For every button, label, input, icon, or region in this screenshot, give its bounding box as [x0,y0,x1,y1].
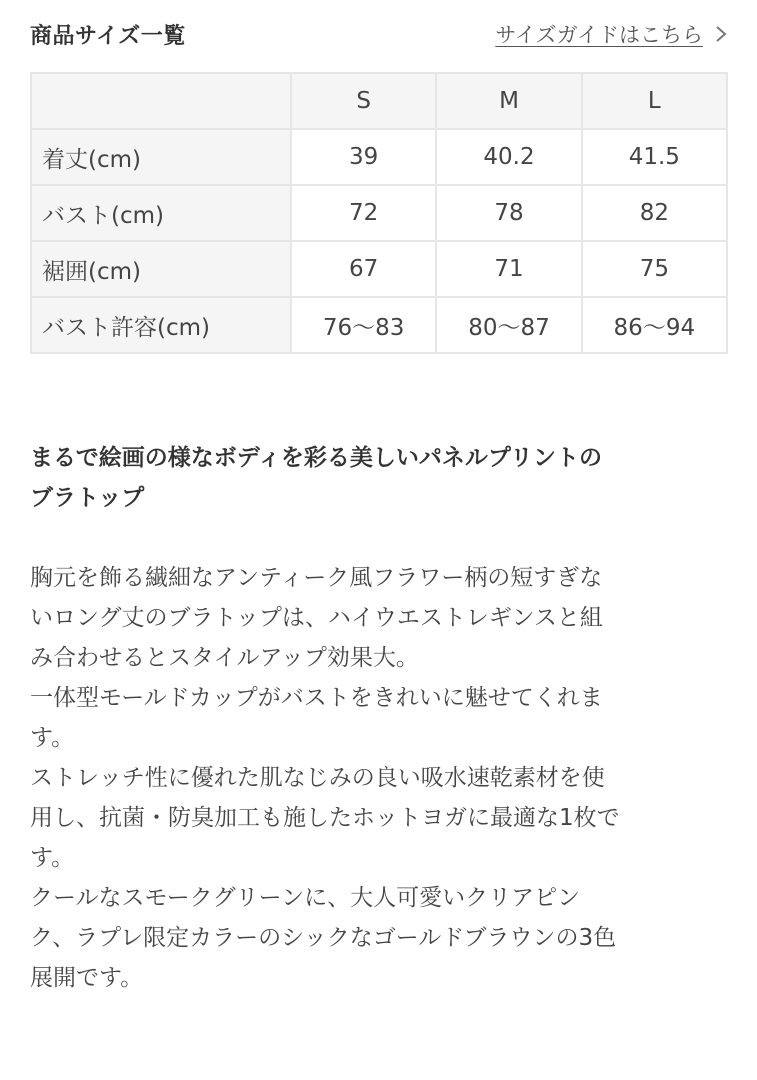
description-line: 展開です。 [30,965,144,991]
description-line: み合わせるとスタイルアップ効果大。 [30,645,419,671]
description-line: 用し、抗菌・防臭加工も施したホットヨガに最適な1枚で [30,805,620,831]
product-heading [30,438,720,518]
table-row [31,185,727,241]
description-line: す。 [30,845,75,871]
size-header-s: S [291,73,436,129]
table-cell: 41.5 [582,129,727,185]
table-cell: 67 [291,241,436,297]
table-cell: 40.2 [436,129,581,185]
product-description [30,558,730,998]
description-line: 胸元を飾る繊細なアンティーク風フラワー柄の短すぎな [30,565,603,591]
table-row [31,129,727,185]
size-header-l: L [582,73,727,129]
product-heading-line: ブラトップ [30,485,145,511]
product-heading-line: まるで絵画の様なボディを彩る美しいパネルプリントの [30,445,603,471]
table-row [31,241,727,297]
row-label-hem: 裾囲(cm) [31,241,291,297]
row-label-bust: バスト(cm) [31,185,291,241]
size-header-m: M [436,73,581,129]
table-cell: 76〜83 [291,297,436,353]
section-title: 商品サイズ一覧 [30,23,186,49]
table-cell: 72 [291,185,436,241]
table-cell: 75 [582,241,727,297]
table-cell: 71 [436,241,581,297]
table-cell: 86〜94 [582,297,727,353]
table-row [31,297,727,353]
chevron-right-icon [713,23,729,45]
size-table-corner [31,73,291,129]
size-table-header-row [31,73,727,129]
size-guide-link[interactable] [495,19,729,49]
description-line: いロング丈のブラトップは、ハイウエストレギンスと組 [30,605,603,631]
table-cell: 82 [582,185,727,241]
description-line: ストレッチ性に優れた肌なじみの良い吸水速乾素材を使 [30,765,605,791]
size-list-header [30,14,729,54]
table-cell: 78 [436,185,581,241]
description-line: クールなスモークグリーンに、大人可愛いクリアピン [30,885,581,911]
description-line: 一体型モールドカップがバストをきれいに魅せてくれま [30,685,603,711]
table-cell: 80〜87 [436,297,581,353]
row-label-length: 着丈(cm) [31,129,291,185]
table-cell: 39 [291,129,436,185]
description-line: す。 [30,725,75,751]
row-label-bust-range: バスト許容(cm) [31,297,291,353]
size-guide-link-label: サイズガイドはこちら [495,23,703,47]
description-line: ク、ラプレ限定カラーのシックなゴールドブラウンの3色 [30,925,617,951]
size-table [30,72,728,354]
